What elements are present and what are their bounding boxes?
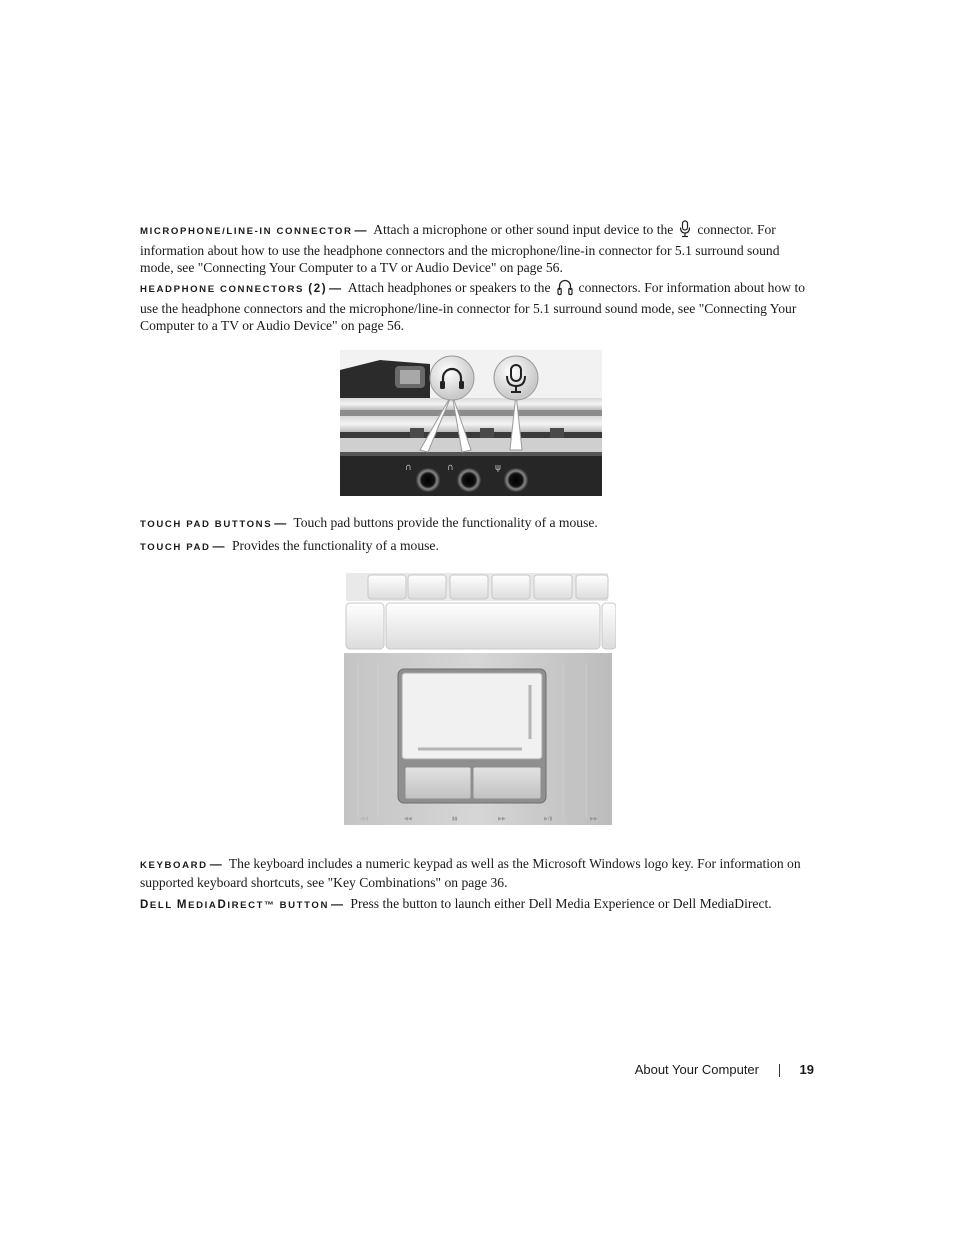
audio-connectors-photo (340, 350, 602, 496)
microphone-text-before: Attach a microphone or other sound input device to the (373, 222, 674, 237)
svg-text:∩: ∩ (447, 463, 454, 473)
keyboard-text: The keyboard includes a numeric keypad as well as the Microsoft Windows logo key. For information on supported keyboard shortcuts, see "Key Combinations" on page 36. (140, 856, 801, 890)
touchpad-text: Provides the functionality of a mouse. (231, 538, 439, 553)
headphone-text-before: Attach headphones or speakers to the (347, 280, 551, 295)
touchpad-term: TOUCH PAD (140, 542, 211, 553)
microphone-icon (679, 220, 691, 242)
microphone-entry: MICROPHONE/LINE-IN CONNECTOR — Attach a microphone or other sound input device to the connector. For information about how to use the headphone connectors and the microphone/line-in connector for 5.1 surround sound mode, see "Connecting Your Computer to a TV or Audio Device" on page 56. (140, 222, 780, 275)
microphone-text-after: connector. For information about how to use the headphone connectors and the microphone/line-in connector for 5.1 surround sound mode, see "Connecting Your Computer to a TV or Audio Device" on page 56. (140, 222, 780, 275)
touchpad-photo (338, 573, 616, 831)
footer-section-title: About Your Computer (634, 1062, 759, 1077)
touchpad-buttons-text: Touch pad buttons provide the functionality of a mouse. (293, 515, 598, 530)
svg-text:▮▮: ▮▮ (452, 816, 458, 822)
svg-text:▶▶: ▶▶ (590, 816, 598, 822)
keyboard-term: KEYBOARD (140, 860, 208, 871)
mediadirect-text: Press the button to launch either Dell Media Experience or Dell MediaDirect. (350, 896, 772, 911)
page-footer (560, 1062, 814, 1080)
touchpad-entry: TOUCH PAD — Provides the functionality of a mouse. (140, 538, 439, 553)
headphone-entry: HEADPHONE CONNECTORS (2) — Attach headphones or speakers to the connectors. For information about how to use the headphone connectors and the microphone/line-in connector for 5.1 surround sound mode, see "Connecting Your Computer to a TV or Audio Device" on page 56. (140, 280, 806, 333)
mediadirect-term: DELL MEDIADIRECT™ BUTTON (140, 899, 329, 911)
svg-text:ψ: ψ (495, 463, 501, 473)
headphone-term: HEADPHONE CONNECTORS (2) (140, 283, 328, 295)
svg-text:▶/▮: ▶/▮ (544, 816, 553, 822)
svg-text:∩: ∩ (405, 463, 412, 473)
mediadirect-entry: DELL MEDIADIRECT™ BUTTON — Press the button to launch either Dell Media Experience or Dell MediaDirect. (140, 896, 772, 911)
headphone-icon (557, 278, 573, 300)
svg-text:◀◀: ◀◀ (404, 816, 412, 822)
microphone-term: MICROPHONE/LINE-IN CONNECTOR (140, 226, 353, 237)
headphone-text-after: connectors. For information about how to use the headphone connectors and the microphone/line-in connector for 5.1 surround sound mode, see "Connecting Your Computer to a TV or Audio Device" on page 56. (140, 280, 806, 333)
svg-text:◁◁: ◁◁ (360, 816, 368, 822)
touchpad-buttons-term: TOUCH PAD BUTTONS (140, 519, 273, 530)
page-number: 19 (799, 1062, 814, 1077)
keyboard-entry: KEYBOARD — The keyboard includes a numeric keypad as well as the Microsoft Windows logo key. For information on supported keyboard shortcuts, see "Key Combinations" on page 36. (140, 856, 801, 890)
svg-text:▶▶: ▶▶ (498, 816, 506, 822)
footer-separator (779, 1064, 780, 1077)
touchpad-buttons-entry: TOUCH PAD BUTTONS — Touch pad buttons provide the functionality of a mouse. (140, 515, 598, 530)
